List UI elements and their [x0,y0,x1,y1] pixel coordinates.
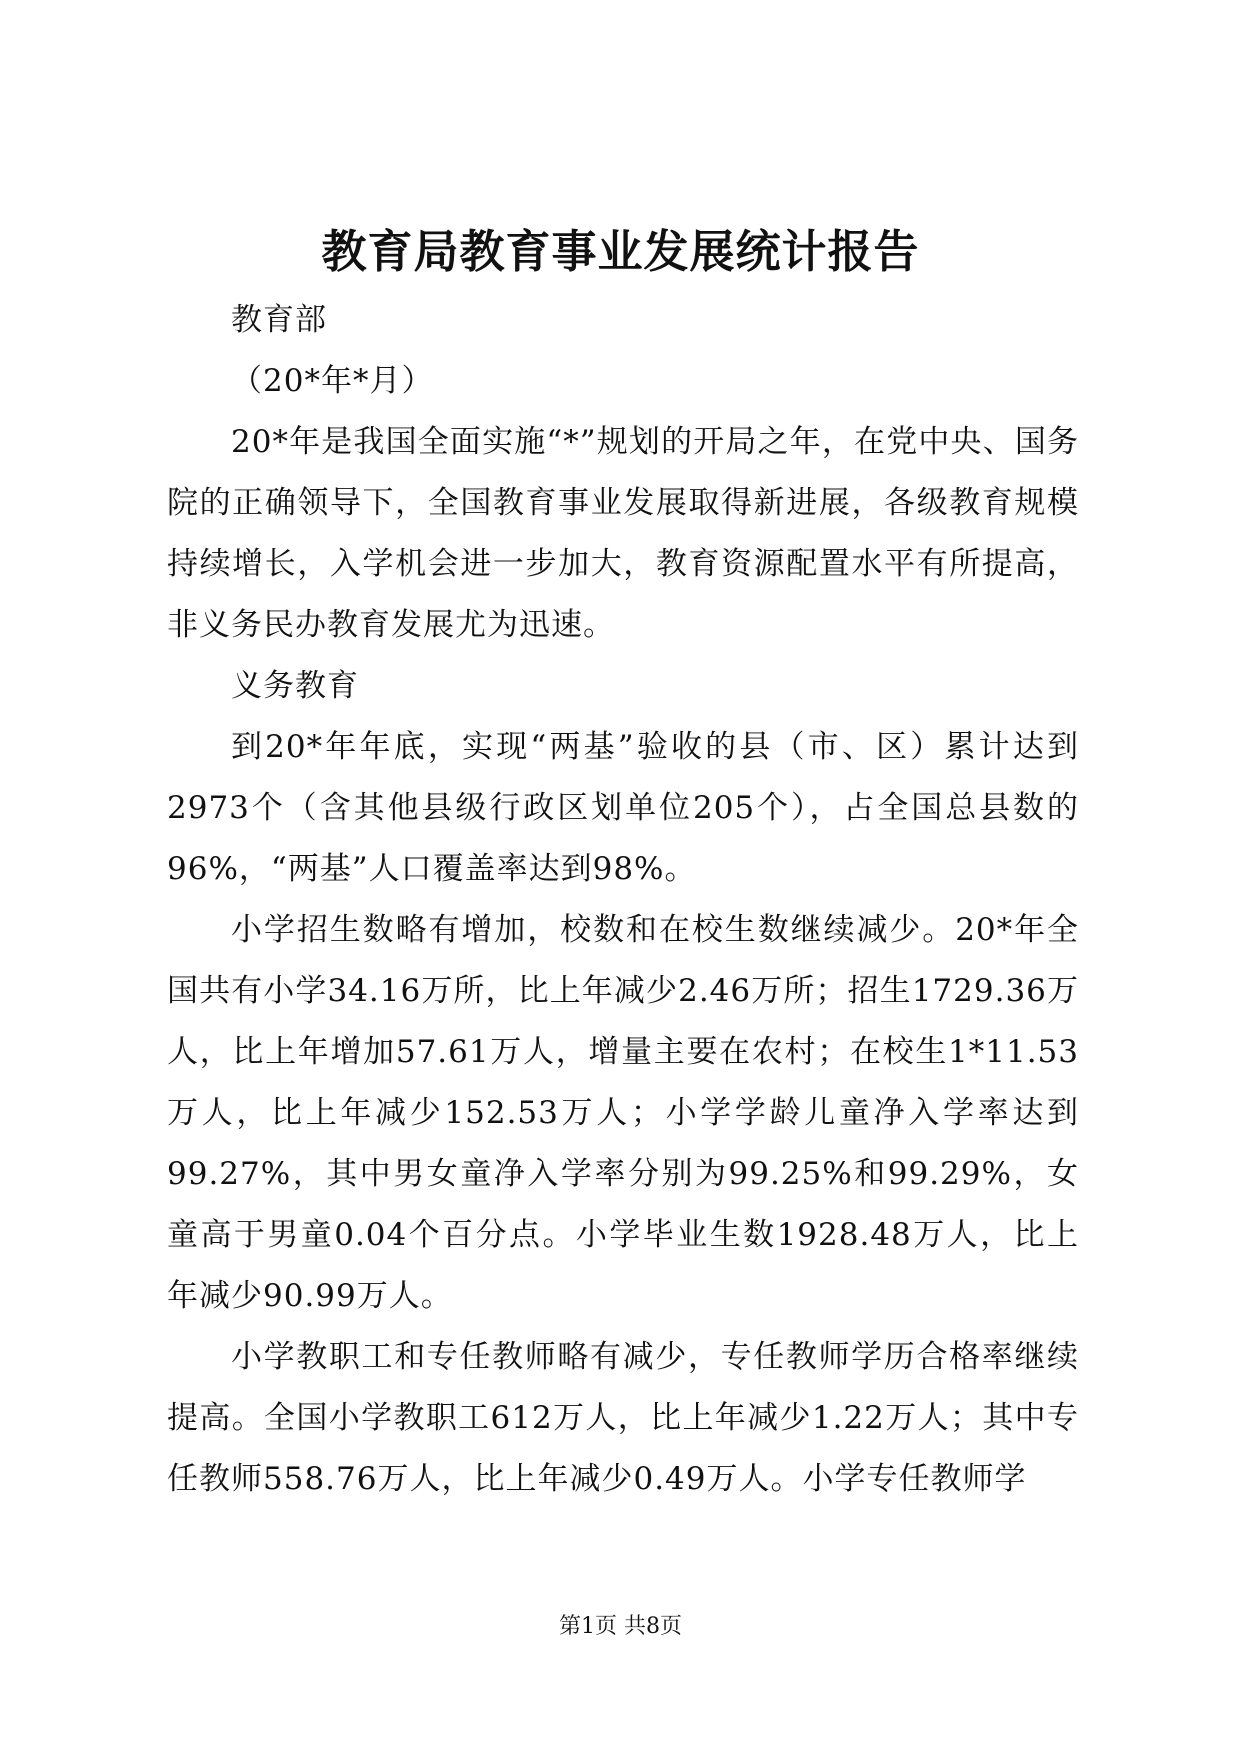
paragraph-intro: 20*年是我国全面实施“*”规划的开局之年，在党中央、国务院的正确领导下，全国教育事业发展取得新进展，各级教育规模持续增长，入学机会进一步加大，教育资源配置水平有所提高，非义务民办教育发展尤为迅速。 [167,424,1079,643]
section-heading-compulsory-education: 义务教育 [231,668,359,704]
page-number-footer: 第1页 共8页 [559,1614,682,1639]
document-body [167,290,1079,1510]
paragraph-primary-enrollment: 小学招生数略有增加，校数和在校生数继续减少。20*年全国共有小学34.16万所，比上年减少2.46万所；招生1729.36万人，比上年增加57.61万人，增量主要在农村；在校生1*11.53万人，比上年减少152.53万人；小学学龄儿童净入学率达到99.27%，其中男女童净入学率分别为99.25%和99.29%，女童高于男童0.04个百分点。小学毕业生数1928.48万人，比上年减少90.99万人。 [167,912,1079,1314]
paragraph-primary-teachers: 小学教职工和专任教师略有减少，专任教师学历合格率继续提高。全国小学教职工612万人，比上年减少1.22万人；其中专任教师558.76万人，比上年减少0.49万人。小学专任教师学 [167,1339,1079,1497]
document-title: 教育局教育事业发展统计报告 [321,225,920,278]
paragraph-date: （20*年*月） [231,363,434,399]
paragraph-liangji: 到20*年年底，实现“两基”验收的县（市、区）累计达到2973个（含其他县级行政区划单位205个），占全国总县数的96%，“两基”人口覆盖率达到98%。 [167,729,1079,887]
paragraph-author: 教育部 [231,302,327,338]
